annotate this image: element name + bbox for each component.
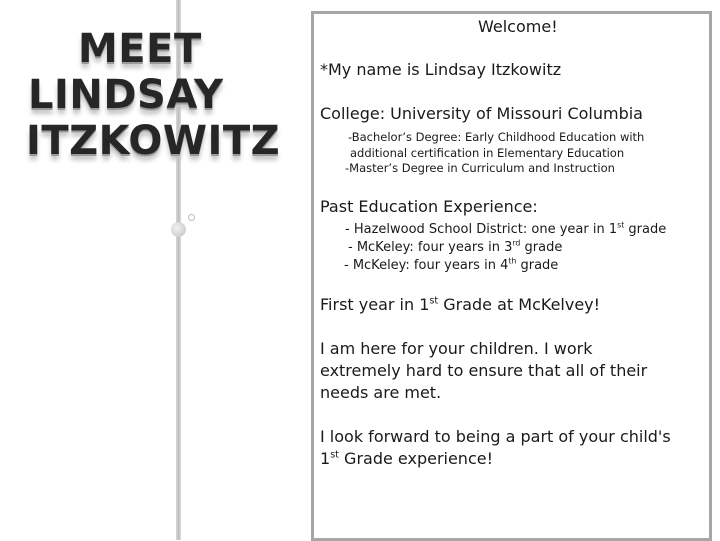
- title-line-3: ITZKOWITZ: [26, 118, 281, 164]
- masters-line: -Master’s Degree in Curriculum and Instruction: [345, 161, 615, 175]
- bachelor-line-2: additional certification in Elementary Education: [350, 146, 625, 160]
- decorative-dot-large: [171, 222, 186, 237]
- decorative-dot-small: [188, 214, 195, 221]
- title-line-2: LINDSAY: [28, 72, 224, 118]
- experience-item-2: - McKeley: four years in 3rd grade: [348, 238, 563, 255]
- first-year-line: First year in 1st Grade at McKelvey!: [320, 295, 601, 314]
- forward-line-1: I look forward to being a part of your child's: [320, 427, 671, 446]
- page-title: [14, 26, 314, 164]
- here-line-1: I am here for your children. I work: [320, 339, 593, 358]
- title-line-1: MEET: [78, 26, 202, 72]
- bachelor-line-1: -Bachelor’s Degree: Early Childhood Education with: [348, 130, 645, 144]
- college-line: College: University of Missouri Columbia: [320, 104, 643, 123]
- content-box: [311, 11, 712, 541]
- experience-item-1: - Hazelwood School District: one year in 1st grade: [345, 220, 667, 237]
- welcome-text: Welcome!: [478, 17, 558, 36]
- past-experience-heading: Past Education Experience:: [320, 197, 538, 216]
- name-line: *My name is Lindsay Itzkowitz: [320, 60, 562, 79]
- here-line-3: needs are met.: [320, 383, 442, 402]
- here-line-2: extremely hard to ensure that all of their: [320, 361, 648, 380]
- forward-line-2: 1st Grade experience!: [320, 449, 493, 468]
- experience-item-3: - McKeley: four years in 4th grade: [344, 256, 559, 273]
